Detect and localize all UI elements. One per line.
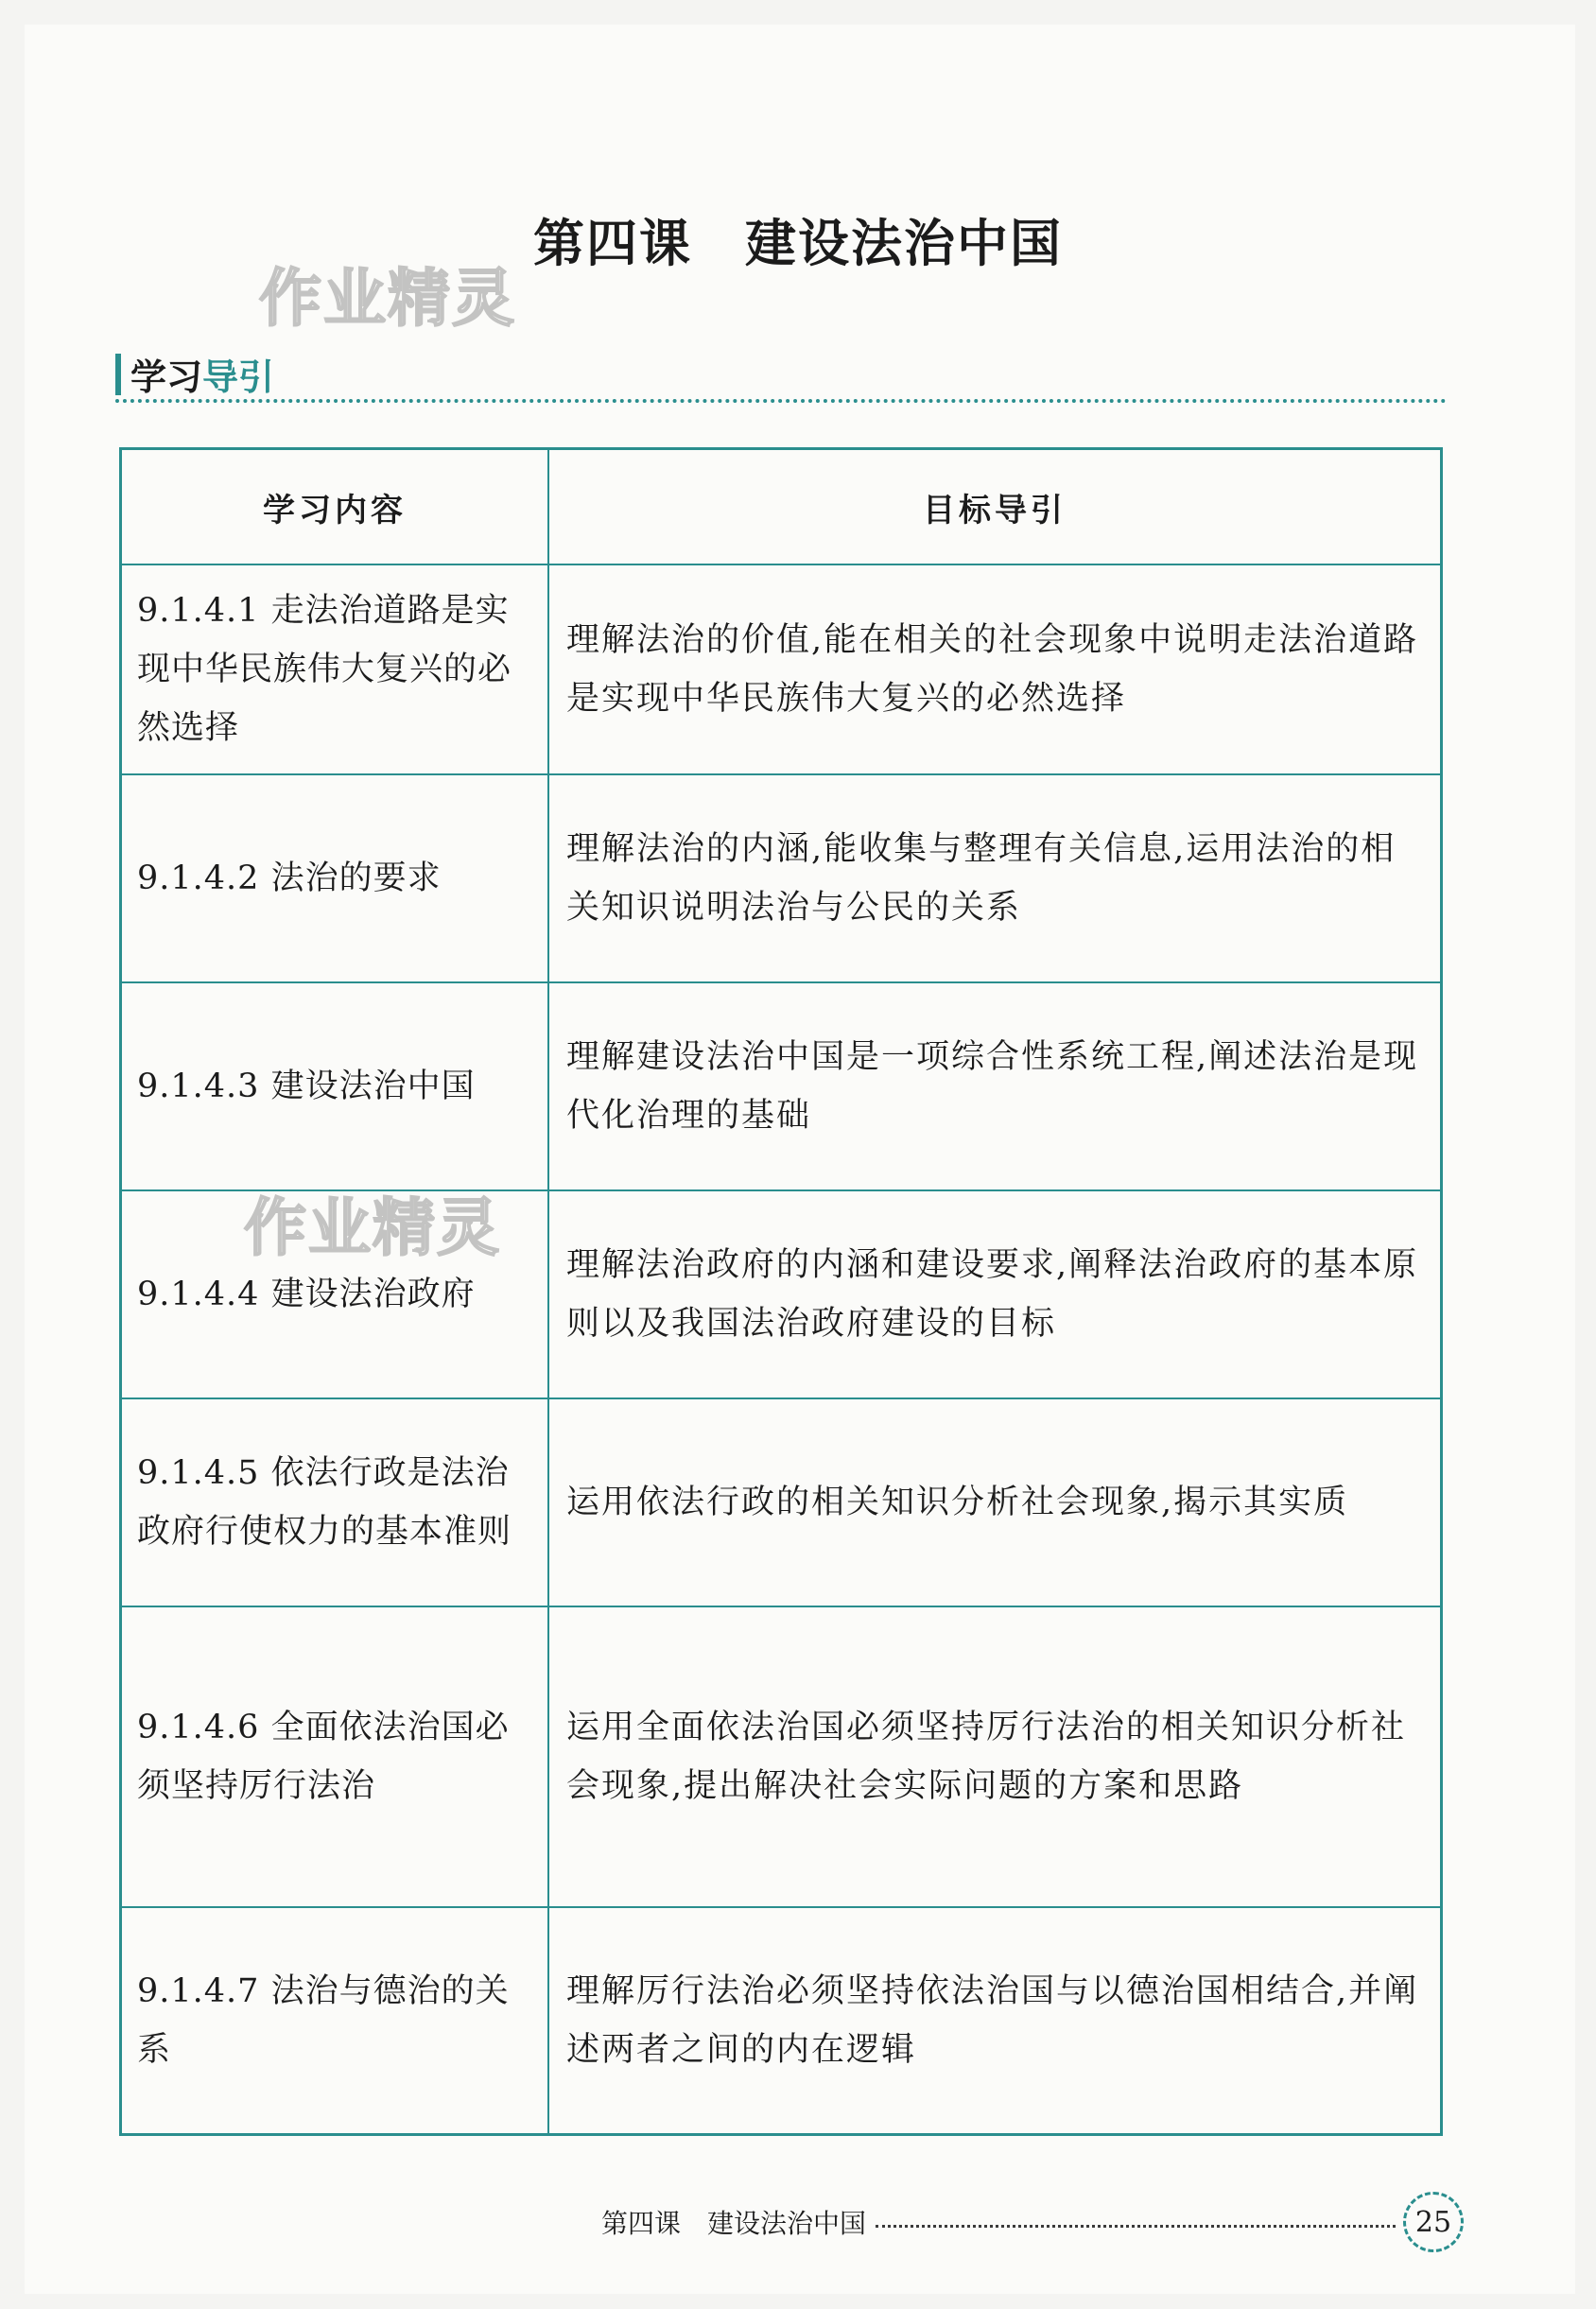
lesson-title: 第四课 建设法治中国 — [533, 213, 1063, 273]
row-goal: 运用全面依法治国必须坚持厉行法治的相关知识分析社会现象,提出解决社会实际问题的方案和思路 — [548, 1606, 1442, 1907]
row-goal: 理解厉行法治必须坚持依法治国与以德治国相结合,并阐述两者之间的内在逻辑 — [548, 1907, 1442, 2134]
page-number: 25 — [1414, 2205, 1452, 2239]
footer-lesson-title: 第四课 建设法治中国 — [601, 2208, 867, 2239]
table-row — [121, 1190, 1442, 1398]
table-row — [121, 564, 1442, 774]
page-number-badge — [1403, 2192, 1464, 2252]
page-footer — [601, 2192, 1464, 2252]
section-divider — [115, 399, 1447, 403]
row-content: 9.1.4.1 走法治道路是实现中华民族伟大复兴的必然选择 — [121, 564, 549, 774]
learning-guide-table — [119, 447, 1443, 2136]
row-goal: 理解建设法治中国是一项综合性系统工程,阐述法治是现代化治理的基础 — [548, 982, 1442, 1190]
row-goal: 运用依法行政的相关知识分析社会现象,揭示其实质 — [548, 1398, 1442, 1606]
row-content: 9.1.4.7 法治与德治的关系 — [121, 1907, 549, 2134]
row-content: 9.1.4.4 建设法治政府 — [121, 1190, 549, 1398]
section-label-prefix: 学习 — [130, 356, 203, 398]
table-row — [121, 1398, 1442, 1606]
watermark-top: 作业精灵 — [259, 262, 516, 335]
table-row — [121, 1606, 1442, 1907]
footer-leader-dots — [876, 2225, 1396, 2228]
header-goal-guide: 目标导引 — [548, 449, 1442, 565]
row-content: 9.1.4.3 建设法治中国 — [121, 982, 549, 1190]
section-marker — [115, 354, 121, 395]
row-goal: 理解法治的内涵,能收集与整理有关信息,运用法治的相关知识说明法治与公民的关系 — [548, 774, 1442, 982]
row-content: 9.1.4.5 依法行政是法治政府行使权力的基本准则 — [121, 1398, 549, 1606]
table-header-row — [121, 449, 1442, 565]
header-learning-content: 学习内容 — [121, 449, 549, 565]
row-content: 9.1.4.2 法治的要求 — [121, 774, 549, 982]
section-label-accent: 导引 — [202, 356, 275, 398]
table-row — [121, 982, 1442, 1190]
section-heading — [115, 348, 274, 400]
watermark-middle: 作业精灵 — [244, 1191, 501, 1264]
table-row — [121, 1907, 1442, 2134]
table-row — [121, 774, 1442, 982]
row-goal: 理解法治政府的内涵和建设要求,阐释法治政府的基本原则以及我国法治政府建设的目标 — [548, 1190, 1442, 1398]
row-content: 9.1.4.6 全面依法治国必须坚持厉行法治 — [121, 1606, 549, 1907]
row-goal: 理解法治的价值,能在相关的社会现象中说明走法治道路是实现中华民族伟大复兴的必然选择 — [548, 564, 1442, 774]
